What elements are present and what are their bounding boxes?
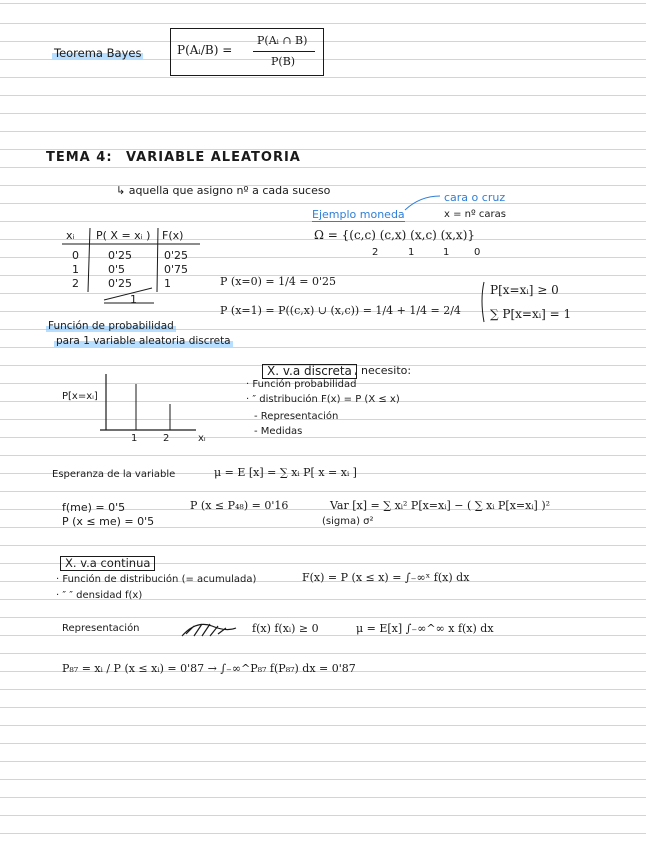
expectation-label: Esperanza de la variable: [52, 469, 176, 480]
example-count-3: 1: [443, 247, 450, 258]
table-row-2-x: 2: [72, 277, 79, 290]
discrete-title: X. v.a discreta: [262, 364, 357, 379]
topic-title: TEMA 4:: [46, 150, 113, 165]
conditions-brace: [482, 282, 484, 322]
percentile-formula: P₈₇ = xᵢ / P (x ≤ xᵢ) = 0'87 → ∫₋∞^P₈₇ f(P₈₇) dx = 0'87: [62, 662, 356, 675]
table-row-1-f: 0'75: [164, 263, 189, 276]
table-header-p: P( X = xᵢ ): [96, 229, 151, 242]
bayes-numerator: P(Aᵢ ∩ B): [257, 34, 308, 47]
table-row-0-p: 0'25: [108, 249, 133, 262]
measure-f-me: f(me) = 0'5: [62, 501, 126, 514]
measure-p-q: P (x ≤ P₄₈) = 0'16: [190, 499, 289, 512]
topic-name: VARIABLE ALEATORIA: [126, 150, 301, 165]
graph-tick-1: 1: [131, 433, 138, 444]
continuous-title: X. v.a continua: [60, 556, 155, 571]
discrete-item-2: · ″ distribución F(x) = P (X ≤ x): [246, 394, 400, 405]
table-header-f: F(x): [162, 229, 184, 242]
example-count-4: 0: [474, 247, 481, 258]
bayes-label: Teorema Bayes: [54, 46, 142, 60]
calc-p1: P (x=1) = P((c,x) ∪ (x,c)) = 1/4 + 1/4 = 2/4: [220, 304, 461, 317]
continuous-item-1: · Función de distribución (= acumulada): [56, 574, 257, 585]
table-row-1-p: 0'5: [108, 263, 126, 276]
example-note: cara o cruz: [444, 191, 506, 204]
example-arrow: [405, 196, 440, 210]
table-total: 1: [130, 293, 137, 306]
continuous-item-1-formula: F(x) = P (x ≤ x) = ∫₋∞ˣ f(x) dx: [302, 571, 470, 584]
table-row-0-x: 0: [72, 249, 79, 262]
measure-var: Var [x] = ∑ xᵢ² P[x=xᵢ] − ( ∑ xᵢ P[x=xᵢ] )²: [330, 499, 551, 512]
expectation-formula: μ = E [x] = ∑ xᵢ P[ x = xᵢ ]: [214, 466, 357, 479]
example-x-def: x = nº caras: [444, 209, 506, 220]
calc-p0: P (x=0) = 1/4 = 0'25: [220, 275, 337, 288]
example-omega: Ω = {(c,c) (c,x) (x,c) (x,x)}: [314, 228, 476, 242]
table-row-2-p: 0'25: [108, 277, 133, 290]
table-row-2-f: 1: [164, 277, 171, 290]
discrete-need: , necesito:: [354, 364, 412, 377]
graph-tick-2: 2: [163, 433, 170, 444]
discrete-item-1: · Función probabilidad: [246, 379, 357, 390]
density-sketch: [182, 624, 236, 636]
discrete-item-4: - Medidas: [254, 426, 303, 437]
example-count-1: 2: [372, 247, 379, 258]
table-divider-1: [88, 228, 90, 292]
graph-ylabel: P[x=xᵢ]: [62, 391, 98, 402]
graph-xlabel: xᵢ: [198, 433, 206, 444]
continuous-representation: Representación: [62, 623, 140, 634]
table-total-stroke: [104, 288, 152, 300]
measure-p-me: P (x ≤ me) = 0'5: [62, 515, 155, 528]
calc-cond1: P[x=xᵢ] ≥ 0: [490, 283, 559, 297]
table-row-0-f: 0'25: [164, 249, 189, 262]
continuous-rep-formula: f(x) f(xᵢ) ≥ 0: [252, 622, 319, 635]
example-count-2: 1: [408, 247, 415, 258]
bayes-lhs: P(Aᵢ/B) =: [177, 43, 233, 57]
table-row-1-x: 1: [72, 263, 79, 276]
continuous-mu-formula: μ = E[x] ∫₋∞^∞ x f(x) dx: [356, 622, 494, 635]
calc-cond2: ∑ P[x=xᵢ] = 1: [490, 307, 572, 321]
example-label: Ejemplo moneda: [312, 208, 405, 221]
measure-sigma: (sigma) σ²: [322, 516, 374, 527]
topic-definition: ↳ aquella que asigno nº a cada suceso: [116, 184, 331, 197]
discrete-item-3: - Representación: [254, 411, 339, 422]
table-divider-2: [157, 228, 158, 292]
func-prob-note-line1: Función de probabilidad: [48, 320, 174, 332]
bayes-denominator: P(B): [271, 55, 296, 68]
continuous-item-2: · ″ ″ densidad f(x): [56, 590, 143, 601]
func-prob-note-line2: para 1 variable aleatoria discreta: [56, 335, 231, 347]
table-header-x: xᵢ: [66, 229, 75, 242]
